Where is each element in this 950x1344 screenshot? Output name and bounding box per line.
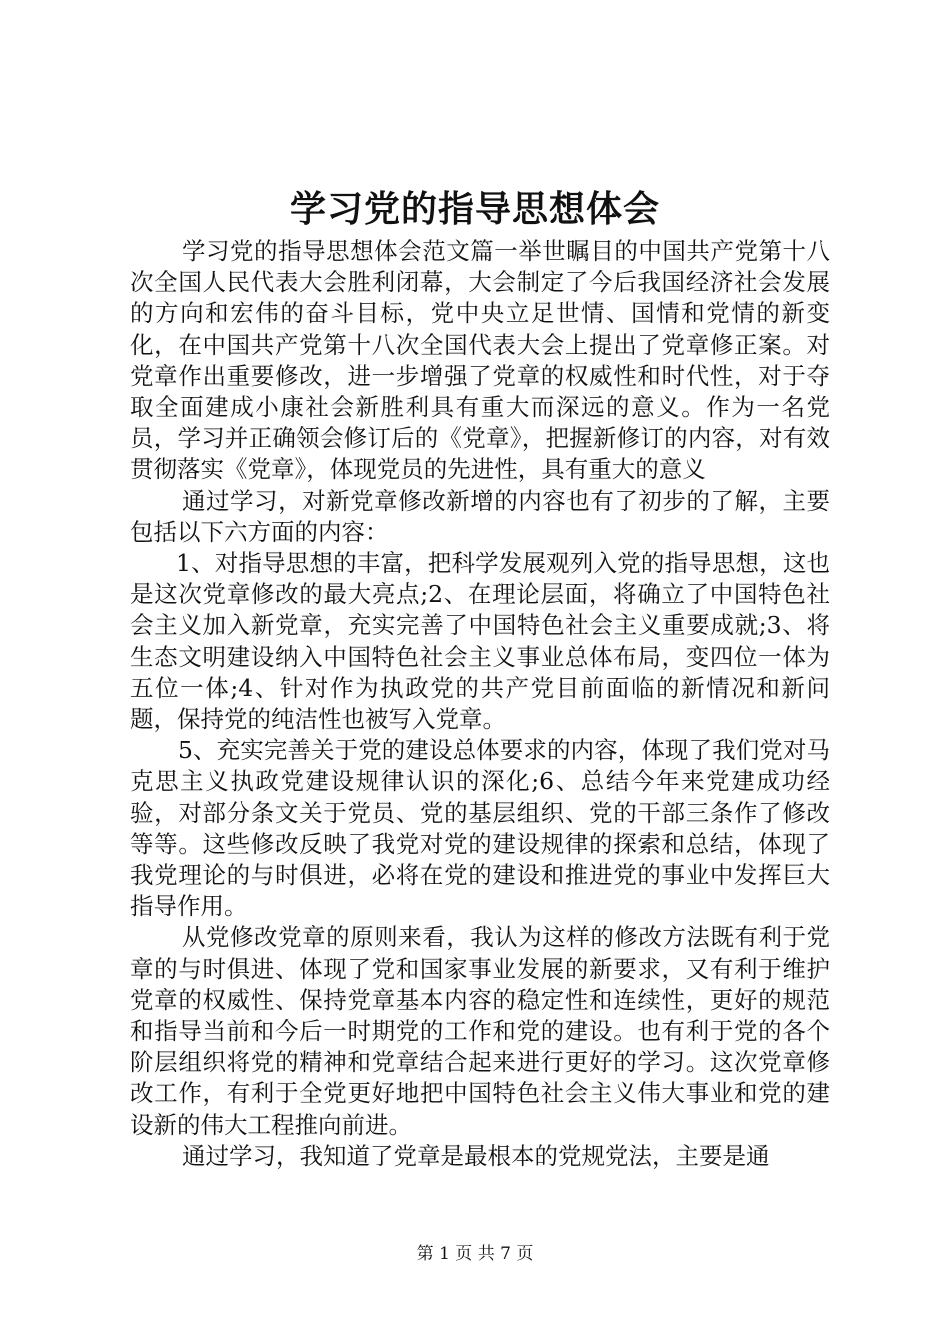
paragraph-intro: 学习党的指导思想体会范文篇一举世瞩目的中国共产党第十八次全国人民代表大会胜利闭幕，大会制定了今后我国经济社会发展的方向和宏伟的奋斗目标，党中央立足世情、国情和党情的新变化，在中国共产党第十八次全国代表大会上提出了党章修正案。对党章作出重要修改，进一步增强了党章的权威性和时代性，对于夺取全面建成小康社会新胜利具有重大而深远的意义。作为一名党员，学习并正确领会修订后的《党章》，把握新修订的内容，对有效贯彻落实《党章》，体现党员的先进性，具有重大的意义 (130, 237, 830, 484)
paragraph-principles: 从党修改党章的原则来看，我认为这样的修改方法既有利于党章的与时俱进、体现了党和国家事业发展的新要求，又有利于维护党章的权威性、保持党章基本内容的稳定性和连续性，更好的规范和指导当前和今后一时期党的工作和党的建设。也有利于党的各个阶层组织将党的精神和党章结合起来进行更好的学习。这次党章修改工作，有利于全党更好地把中国特色社会主义伟大事业和党的建设新的伟大工程推向前进。 (130, 923, 830, 1139)
document-body (130, 236, 830, 1172)
paragraph-overview: 通过学习，对新党章修改新增的内容也有了初步的了解，主要包括以下六方面的内容： (130, 486, 830, 546)
paragraph-points-5-6: 5、充实完善关于党的建设总体要求的内容，体现了我们党对马克思主义执政党建设规律认识的深化;6、总结今年来党建成功经验，对部分条文关于党员、党的基层组织、党的干部三条作了修改等等。这些修改反映了我党对党的建设规律的探索和总结，体现了我党理论的与时俱进，必将在党的建设和推进党的事业中发挥巨大指导作用。 (130, 736, 830, 921)
paragraph-points-1-4: 1、对指导思想的丰富，把科学发展观列入党的指导思想，这也是这次党章修改的最大亮点;2、在理论层面，将确立了中国特色社会主义加入新党章，充实完善了中国特色社会主义重要成就;3、将生态文明建设纳入中国特色社会主义事业总体布局，变四位一体为五位一体;4、针对作为执政党的共产党目前面临的新情况和新问题，保持党的纯洁性也被写入党章。 (130, 549, 830, 734)
page-number-footer: 第 1 页 共 7 页 (416, 1244, 534, 1264)
paragraph-conclusion: 通过学习，我知道了党章是最根本的党规党法，主要是通 (182, 1141, 770, 1170)
document-title: 学习党的指导思想体会 (289, 188, 660, 230)
